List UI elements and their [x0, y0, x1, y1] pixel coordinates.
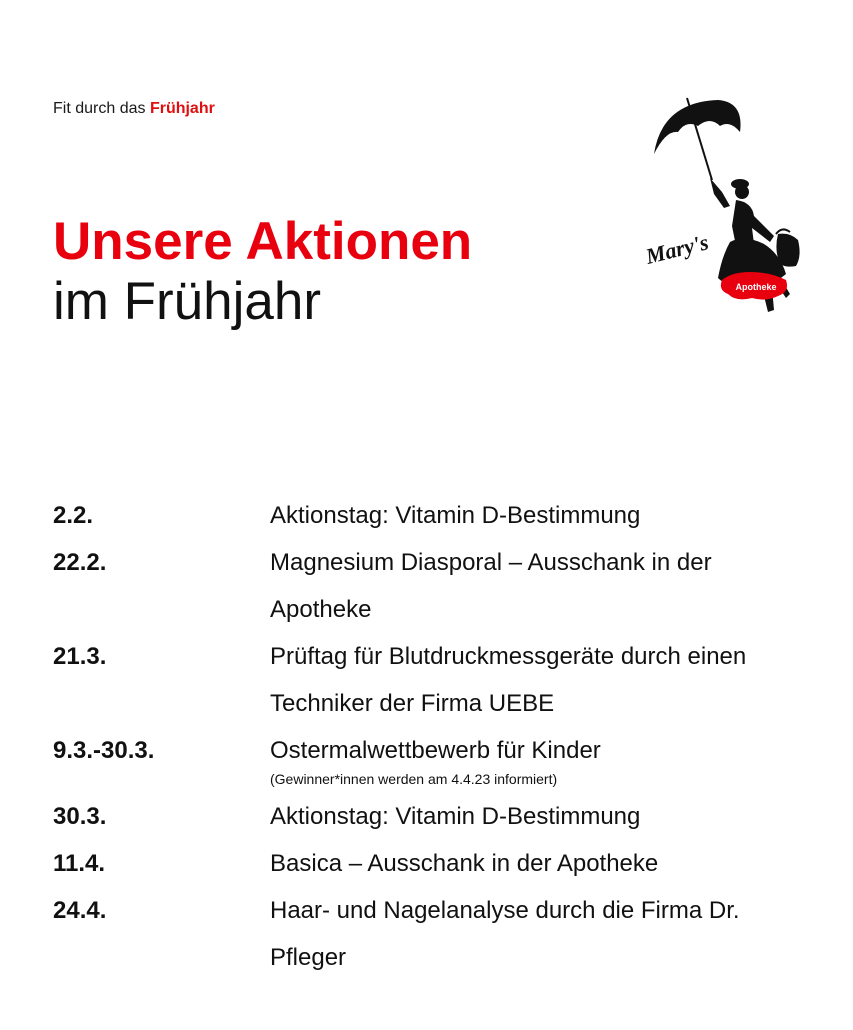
- umbrella-icon: [654, 100, 741, 154]
- event-description: Aktionstag: Vitamin D-Bestimmung: [270, 803, 641, 830]
- event-row: [53, 492, 813, 539]
- logo-brand-text: Mary's: [643, 229, 711, 269]
- event-date: 11.4.: [53, 850, 106, 877]
- event-date: 30.3.: [53, 803, 107, 830]
- event-row: [53, 840, 813, 887]
- marys-apotheke-logo: [640, 96, 810, 318]
- event-description: Magnesium Diasporal – Ausschank in der Apotheke: [270, 549, 712, 623]
- title-line-1: Unsere Aktionen: [53, 212, 473, 271]
- event-description: Basica – Ausschank in der Apotheke: [270, 850, 659, 877]
- logo-sub-text: Apotheke: [735, 282, 777, 292]
- event-date: 2.2.: [53, 502, 94, 529]
- page-title: [53, 212, 472, 332]
- events-list: [53, 492, 813, 981]
- event-description: Ostermalwettbewerb für Kinder: [270, 737, 601, 764]
- event-row: [53, 633, 813, 727]
- event-row: [53, 539, 813, 633]
- event-row: [53, 887, 813, 981]
- kicker-accent: Frühjahr: [149, 100, 215, 117]
- kicker-line: [53, 99, 215, 119]
- event-date: 22.2.: [53, 549, 107, 576]
- event-date: 21.3.: [53, 643, 107, 670]
- event-row: [53, 727, 813, 787]
- event-row: [53, 793, 813, 840]
- event-date: 24.4.: [53, 897, 107, 924]
- event-note: (Gewinner*innen werden am 4.4.23 informiert): [270, 771, 558, 787]
- event-date: 9.3.-30.3.: [53, 737, 155, 764]
- title-line-2: im Frühjahr: [53, 272, 322, 331]
- event-description: Haar- und Nagelanalyse durch die Firma Dr. Pfleger: [270, 897, 740, 971]
- event-description: Aktionstag: Vitamin D-Bestimmung: [270, 502, 641, 529]
- event-description: Prüftag für Blutdruckmessgeräte durch einen Techniker der Firma UEBE: [270, 643, 747, 717]
- kicker-prefix: Fit durch das: [53, 100, 146, 117]
